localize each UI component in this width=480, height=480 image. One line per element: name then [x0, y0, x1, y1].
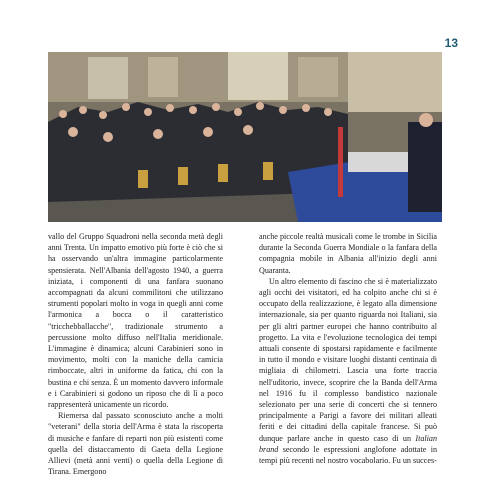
event-photo [48, 52, 442, 222]
paragraph: Riemersa dal passato sconosciuto anche a molti "veterani" della storia dell'Arma è stata la riscoperta di musiche e fanfare di reparti non più esistenti come quella del distaccamento di Gaeta della Legione Allievi (metà anni venti) o quella della Legione di Tirana. Emergono [48, 411, 223, 477]
paragraph [259, 276, 437, 466]
paragraph: anche piccole realtà musicali come le trombe in Sicilia durante la Seconda Guerra Mondiale o la fanfara della compagnia mobile in Albania all'inizio degli anni Quaranta. [259, 232, 437, 275]
italic-term: Italian brand [259, 433, 437, 454]
page-number: 13 [444, 36, 458, 50]
paragraph: vallo del Gruppo Squadroni nella seconda metà degli anni Trenta. Un impatto emotivo più forte è ciò che si ha osservando un'altra immagine particolarmente spensierata. Nell'Albania dell'agosto 1940, a guerra iniziata, i componenti di una fanfara suonano accompagnati da alcuni commilitoni che utilizzano strumenti popolari molto in voga in quegli anni come l'armonica a bocca o il caratteristico "tricchebballacche", tradizionale strumento a percussione molto diffuso nell'Italia meridionale. L'immagine è dinamica; alcuni Carabinieri sono in movimento, molti con la maniche della camicia rimboccate, altri in uniforme da fatica, chi con la bustina e chi senza. È un momento davvero informale e i Carabinieri si godono un riposo che di lì a poco rappresenterà unicamente un ricordo. [48, 232, 223, 410]
right-text-column [259, 231, 437, 466]
paragraph-text: Un altro elemento di fascino che si è materializzato agli occhi dei visitatori, ed ha colpito anche chi si è occupato della realizzazione, è legato alla dimensione internazionale, sia per quanto riguarda noi Italiani, sia per gli altri partner europei che hanno contribuito al progetto. La vita e l'evoluzione tecnologica dei tempi attuali consente di spostarsi rapidamente e facilmente in tutto il mondo e visitare luoghi distanti centinaia di migliaia di chilometri. Lascia una forte traccia nell'uditorio, invece, scoprire che la Banda dell'Arma nel 1916 fu il complesso bandistico nazionale selezionato per una serie di concerti che si tennero principalmente a Parigi a favore dei militari alleati feriti e dei cittadini della capitale francese. Si può dunque parlare anche in questo caso di un [259, 276, 437, 443]
photo-icon [48, 52, 442, 222]
paragraph-text: secondo le espressioni anglofone adottate in tempi più recenti nel nostro vocabolario. Fu un succes- [259, 444, 437, 466]
left-text-column [48, 231, 223, 477]
